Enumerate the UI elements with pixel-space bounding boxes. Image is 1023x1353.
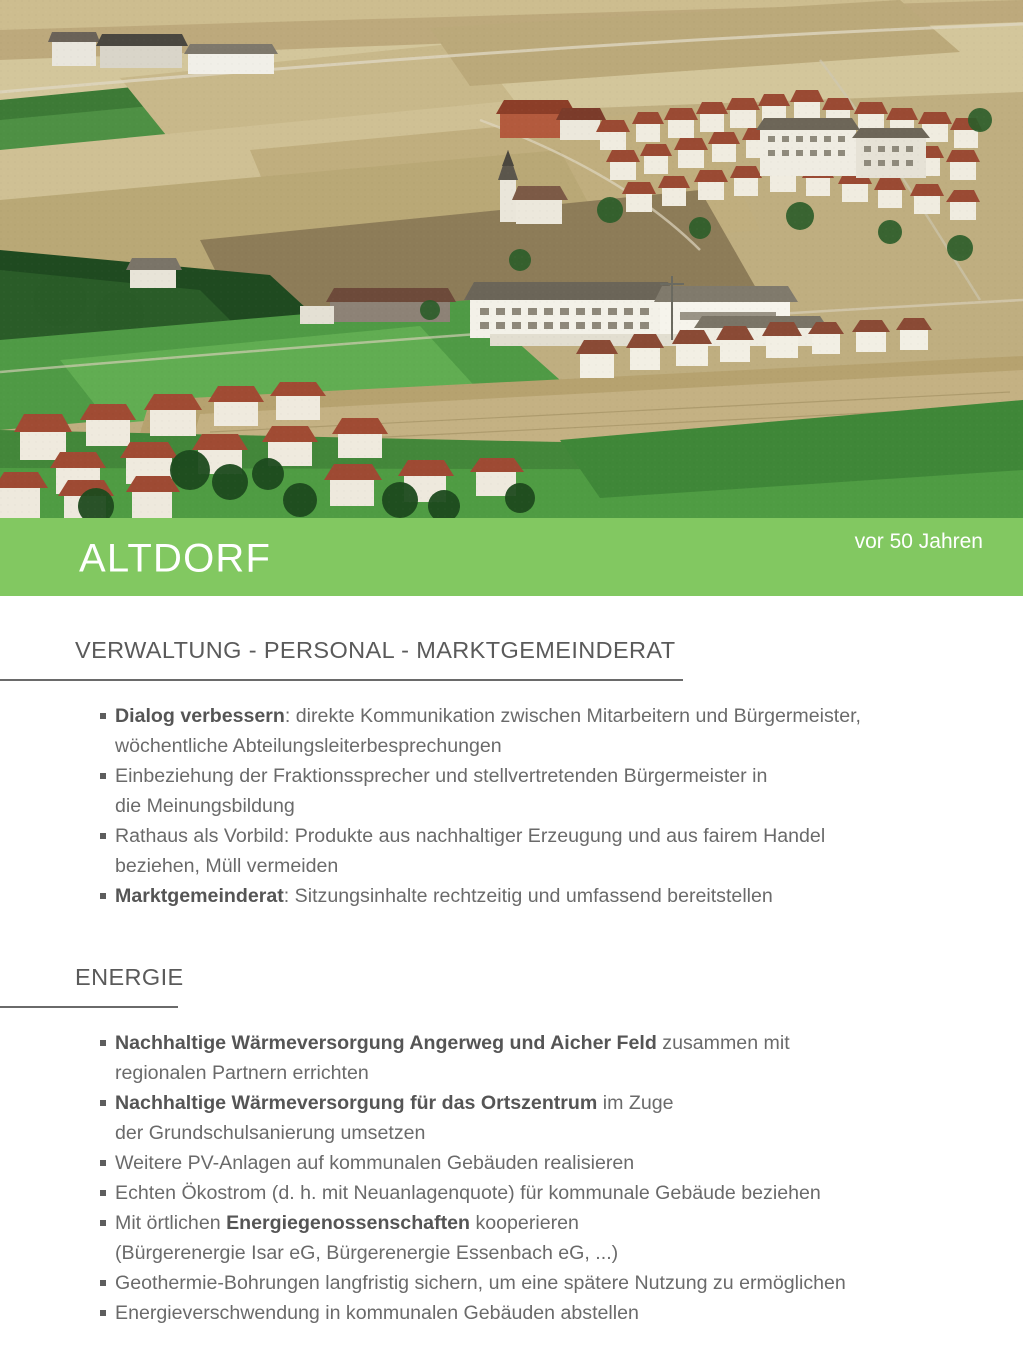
bullet-text: im Zuge [597, 1091, 674, 1114]
content-area [0, 596, 1023, 1328]
aerial-photo-village-altdorf [0, 0, 1023, 518]
bullet-square-icon [100, 1040, 106, 1046]
section-energie [0, 965, 1023, 1328]
list-item [0, 761, 1023, 821]
bullet-square-icon [100, 1280, 106, 1286]
page-title: ALTDORF [79, 536, 272, 581]
bullet-text-line2: wöchentliche Abteilungsleiterbesprechungen [115, 734, 502, 757]
bullet-text: Geothermie-Bohrungen langfristig sichern, um eine spätere Nutzung zu ermöglichen [115, 1271, 846, 1294]
section-header [0, 638, 1023, 673]
bullet-text-tail: kooperieren [470, 1211, 579, 1234]
list-item [0, 821, 1023, 881]
section-title: VERWALTUNG - PERSONAL - MARKTGEMEINDERAT [75, 637, 676, 663]
bullet-text: : Sitzungsinhalte rechtzeitig und umfassend bereitstellen [283, 884, 773, 907]
bullet-square-icon [100, 1220, 106, 1226]
bullet-text-line2: die Meinungsbildung [115, 794, 295, 817]
list-item [0, 1148, 1023, 1178]
bullet-square-icon [100, 1190, 106, 1196]
bullet-text-line2: der Grundschulsanierung umsetzen [115, 1121, 426, 1144]
bullet-mid-bold: Energiegenossenschaften [226, 1211, 470, 1234]
bullet-text: Rathaus als Vorbild: Produkte aus nachhaltiger Erzeugung und aus fairem Handel [115, 824, 826, 847]
list-item [0, 1268, 1023, 1298]
list-item [0, 1028, 1023, 1088]
section-title: ENERGIE [75, 963, 184, 990]
list-item [0, 1208, 1023, 1268]
bullet-text-line2: beziehen, Müll vermeiden [115, 854, 339, 877]
bullet-text: : direkte Kommunikation zwischen Mitarbeitern und Bürgermeister, [284, 704, 861, 727]
bullet-lead: Marktgemeinderat [115, 884, 284, 907]
bullet-lead: Nachhaltige Wärmeversorgung für das Ortszentrum [115, 1091, 598, 1114]
bullet-text: Energieverschwendung in kommunalen Gebäuden abstellen [115, 1301, 639, 1324]
bullet-list-energie [0, 1008, 1023, 1328]
bullet-text: Einbeziehung der Fraktionssprecher und stellvertretenden Bürgermeister in [115, 764, 768, 787]
bullet-square-icon [100, 773, 106, 779]
bullet-square-icon [100, 833, 106, 839]
hero-photo-container [0, 0, 1023, 518]
bullet-square-icon [100, 1100, 106, 1106]
bullet-lead: Dialog verbessern [115, 704, 285, 727]
bullet-square-icon [100, 1310, 106, 1316]
bullet-text: zusammen mit [656, 1031, 790, 1054]
section-header [0, 965, 1023, 1000]
bullet-square-icon [100, 893, 106, 899]
bullet-square-icon [100, 1160, 106, 1166]
list-item [0, 1088, 1023, 1148]
bullet-text-line2: regionalen Partnern errichten [115, 1061, 369, 1084]
bullet-list-verwaltung [0, 681, 1023, 911]
list-item [0, 701, 1023, 761]
bullet-lead: Nachhaltige Wärmeversorgung Angerweg und Aicher Feld [115, 1031, 657, 1054]
bullet-text: Echten Ökostrom (d. h. mit Neuanlagenquote) für kommunale Gebäude beziehen [115, 1181, 821, 1204]
bullet-text: Mit örtlichen [115, 1211, 227, 1234]
bullet-text-line2: (Bürgerenergie Isar eG, Bürgerenergie Essenbach eG, ...) [115, 1241, 619, 1264]
section-verwaltung [0, 638, 1023, 911]
bullet-text: Weitere PV-Anlagen auf kommunalen Gebäuden realisieren [115, 1151, 635, 1174]
bullet-square-icon [100, 713, 106, 719]
list-item [0, 881, 1023, 911]
list-item [0, 1178, 1023, 1208]
title-banner [0, 518, 1023, 596]
banner-subtitle: vor 50 Jahren [854, 530, 983, 553]
list-item [0, 1298, 1023, 1328]
